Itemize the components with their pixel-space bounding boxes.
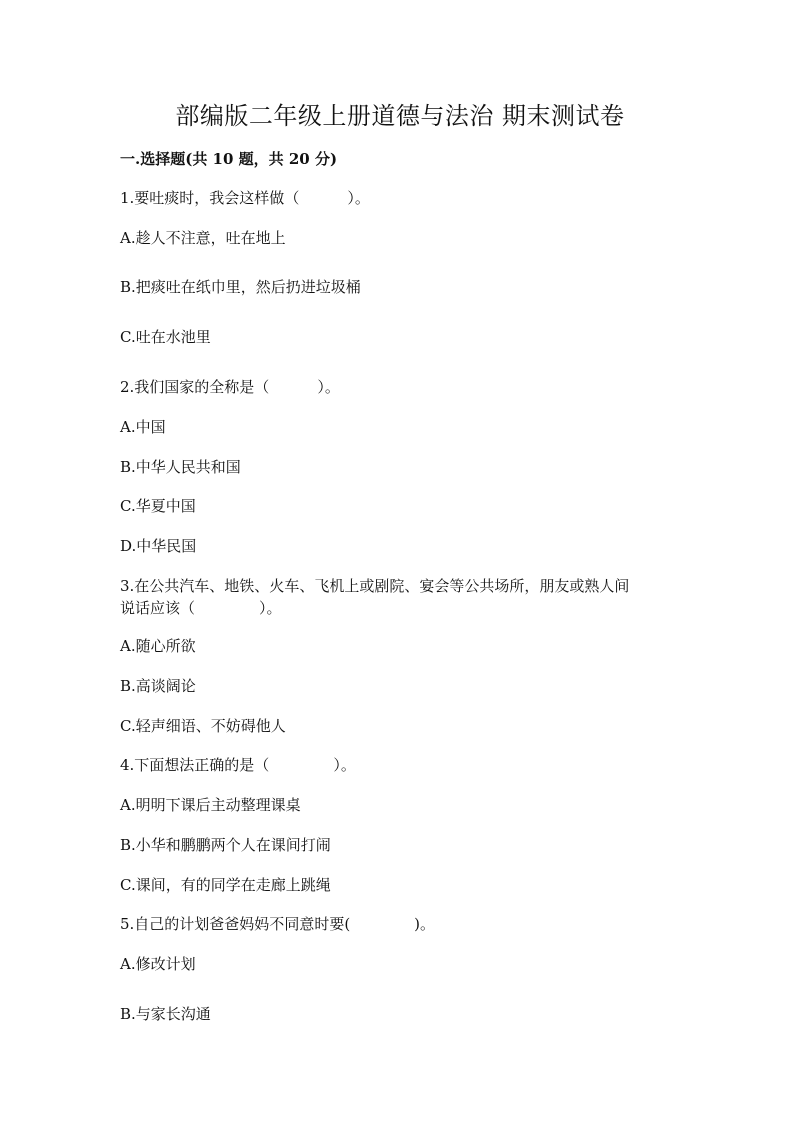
question-3-stem-line-2: 说话应该（ ）。 [120, 599, 282, 617]
question-3-option-c: C.轻声细语、不妨碍他人 [120, 717, 286, 735]
page-title: 部编版二年级上册道德与法治 期末测试卷 [175, 102, 625, 130]
question-5-stem: 5.自己的计划爸爸妈妈不同意时要( )。 [120, 915, 436, 933]
question-1-option-b: B.把痰吐在纸巾里，然后扔进垃圾桶 [120, 278, 361, 296]
question-3-option-b: B.高谈阔论 [120, 677, 196, 695]
question-1-stem: 1.要吐痰时，我会这样做（ ）。 [120, 189, 370, 207]
question-2-option-c: C.华夏中国 [120, 497, 196, 515]
question-4-option-b: B.小华和鹏鹏两个人在课间打闹 [120, 836, 331, 854]
question-4-option-c: C.课间，有的同学在走廊上跳绳 [120, 876, 331, 894]
question-2-option-a: A.中国 [120, 418, 166, 436]
question-3-stem-line-1: 3.在公共汽车、地铁、火车、飞机上或剧院、宴会等公共场所，朋友或熟人间 [120, 577, 630, 595]
question-2-option-d: D.中华民国 [120, 537, 197, 555]
question-1-option-c: C.吐在水池里 [120, 328, 211, 346]
question-4-stem: 4.下面想法正确的是（ ）。 [120, 756, 356, 774]
section-heading: 一.选择题(共 10 题，共 20 分) [120, 150, 338, 168]
question-5-option-a: A.修改计划 [120, 955, 196, 973]
question-4-option-a: A.明明下课后主动整理课桌 [120, 796, 301, 814]
question-5-option-b: B.与家长沟通 [120, 1005, 211, 1023]
question-3-option-a: A.随心所欲 [120, 637, 196, 655]
question-2-option-b: B.中华人民共和国 [120, 458, 241, 476]
question-1-option-a: A.趁人不注意，吐在地上 [120, 229, 286, 247]
question-2-stem: 2.我们国家的全称是（ ）。 [120, 378, 340, 396]
